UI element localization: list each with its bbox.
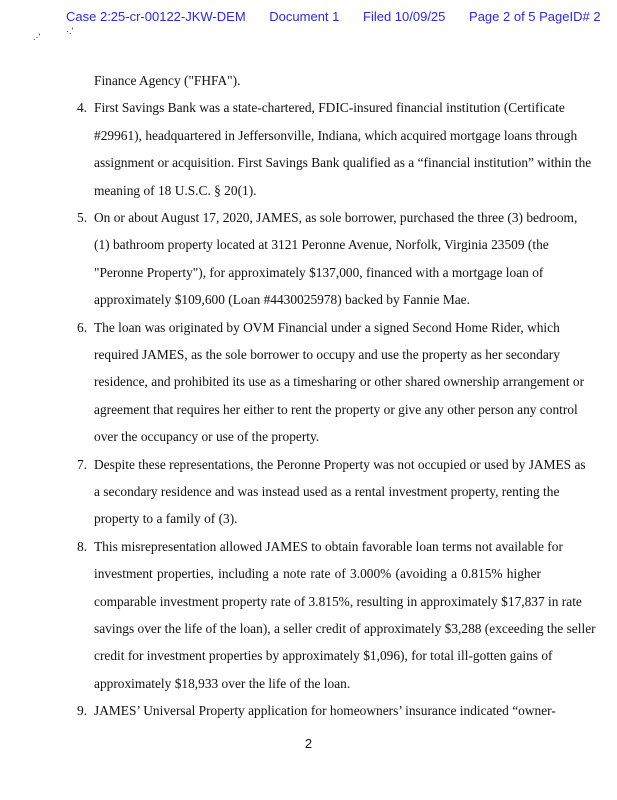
- paragraph-number: 9.: [77, 703, 88, 719]
- paragraph-line: property to a family of (3).: [94, 511, 238, 527]
- scan-artifact: .·': [33, 32, 41, 42]
- page-info: Page 2 of 5 PageID# 2: [469, 9, 601, 24]
- paragraph-number: 6.: [77, 319, 88, 335]
- paragraph-line: comparable investment property rate of 3.815%, resulting in approximately $17,837 in rate: [94, 593, 582, 609]
- paragraph-line: meaning of 18 U.S.C. § 20(1).: [94, 182, 257, 198]
- paragraph-line: approximately $18,933 over the life of the loan.: [94, 675, 351, 691]
- paragraph-line: approximately $109,600 (Loan #4430025978) backed by Fannie Mae.: [94, 292, 470, 308]
- paragraph-line: assignment or acquisition. First Savings Bank qualified as a “financial institution” within the: [94, 155, 592, 171]
- paragraph-line: required JAMES, as the sole borrower to occupy and use the property as her secondary: [94, 347, 560, 362]
- paragraph-line: Despite these representations, the Peronne Property was not occupied or used by JAMES as: [94, 456, 586, 472]
- paragraph-line: "Peronne Property"), for approximately $137,000, financed with a mortgage loan of: [94, 264, 544, 280]
- paragraph-line: agreement that requires her either to rent the property or give any other person any control: [94, 401, 578, 417]
- continuation-line: Finance Agency ("FHFA").: [94, 73, 241, 88]
- paragraph-line: The loan was originated by OVM Financial under a signed Second Home Rider, which: [94, 319, 560, 335]
- page-number: 2: [304, 736, 313, 751]
- filed-date: Filed 10/09/25: [363, 9, 446, 24]
- paragraph-line: a secondary residence and was instead used as a rental investment property, renting the: [94, 484, 560, 499]
- paragraph-line: First Savings Bank was a state-chartered, FDIC-insured financial institution (Certificate: [94, 100, 565, 116]
- court-filing-header: [66, 9, 601, 24]
- document-number: Document 1: [269, 9, 340, 24]
- paragraph-line: This misrepresentation allowed JAMES to obtain favorable loan terms not available for: [94, 538, 563, 554]
- paragraph-line: JAMES’ Universal Property application for homeowners’ insurance indicated “owner-: [94, 703, 556, 719]
- paragraph-line: residence, and prohibited its use as a timesharing or other shared ownership arrangement or: [94, 374, 585, 390]
- case-number: Case 2:25-cr-00122-JKW-DEM: [66, 9, 246, 24]
- paragraph-line: credit for investment properties by approximately $1,096), for total ill-gotten gains of: [94, 648, 553, 664]
- paragraph-number: 4.: [77, 100, 88, 116]
- paragraph-line: savings over the life of the loan), a seller credit of approximately $3,288 (exceeding the seller: [94, 621, 596, 636]
- paragraph-line: On or about August 17, 2020, JAMES, as sole borrower, purchased the three (3) bedroom,: [94, 210, 578, 225]
- paragraph-line: (1) bathroom property located at 3121 Peronne Avenue, Norfolk, Virginia 23509 (the: [94, 237, 549, 253]
- paragraph-number: 8.: [77, 538, 88, 554]
- paragraph-number: 7.: [77, 456, 88, 472]
- paragraph-line: over the occupancy or use of the property.: [94, 429, 320, 445]
- paragraph-number: 5.: [77, 210, 88, 225]
- paragraph-line: investment properties, including a note rate of 3.000% (avoiding a 0.815% higher: [94, 566, 541, 582]
- paragraph-line: #29961), headquartered in Jeffersonville, Indiana, which acquired mortgage loans through: [94, 127, 578, 143]
- scan-artifact: ·.': [66, 26, 74, 36]
